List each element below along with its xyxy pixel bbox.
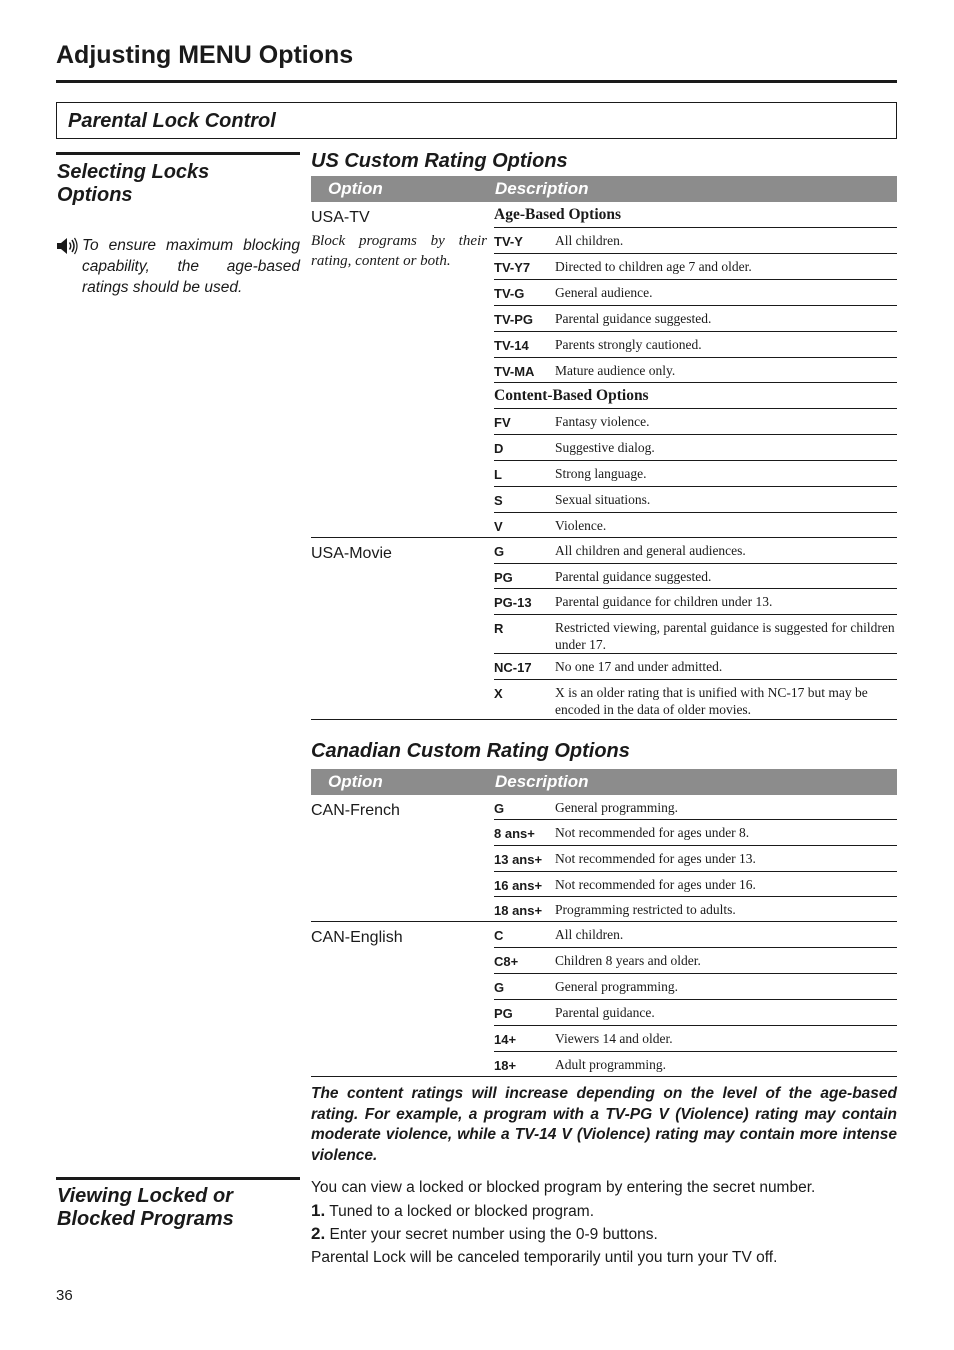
can-rating-description: Not recommended for ages under 13. xyxy=(555,851,756,866)
us-rating-row xyxy=(494,589,897,615)
us-rating-description: All children and general audiences. xyxy=(555,543,746,558)
us-rating-code: TV-Y xyxy=(494,234,523,249)
us-subheading: Age-Based Options xyxy=(494,205,622,223)
can-rating-row xyxy=(494,846,897,872)
can-group xyxy=(311,795,897,922)
us-subheading-row xyxy=(494,202,897,228)
can-col-option: Option xyxy=(328,772,383,791)
page-number: 36 xyxy=(56,1287,73,1304)
can-group xyxy=(311,922,897,1077)
us-rating-row xyxy=(494,280,897,306)
can-rating-code: 8 ans+ xyxy=(494,826,535,841)
can-rating-row xyxy=(494,922,897,948)
viewing-outro: Parental Lock will be canceled temporarily until you turn your TV off. xyxy=(311,1248,778,1266)
us-rating-row xyxy=(494,435,897,461)
us-subheading-row xyxy=(494,383,897,409)
viewing-locked-heading xyxy=(57,1185,297,1231)
can-rating-row xyxy=(494,820,897,846)
can-rating-code: C xyxy=(494,928,504,943)
can-rating-code: 18+ xyxy=(494,1058,517,1073)
can-group-divider xyxy=(311,1076,897,1077)
viewing-step-1 xyxy=(311,1200,901,1224)
us-rating-code: TV-MA xyxy=(494,364,535,379)
us-rating-description: Mature audience only. xyxy=(555,363,676,378)
can-table-header xyxy=(311,769,897,795)
us-rating-code: V xyxy=(494,519,503,534)
can-rating-code: 13 ans+ xyxy=(494,852,543,867)
us-rating-row xyxy=(494,513,897,538)
us-rating-row xyxy=(494,564,897,589)
can-option-label: CAN-French xyxy=(311,802,400,819)
us-rating-code: PG xyxy=(494,570,513,585)
us-group xyxy=(311,538,897,720)
us-rating-description: Sexual situations. xyxy=(555,492,651,507)
us-rows xyxy=(494,538,897,720)
us-table-header xyxy=(311,176,897,202)
us-rating-description: All children. xyxy=(555,233,624,248)
us-rating-description: X is an older rating that is unified with NC-17 but may be encoded in the data of older movies. xyxy=(555,685,868,717)
us-rating-code: L xyxy=(494,467,502,482)
us-rating-code: TV-G xyxy=(494,286,525,301)
can-rating-description: General programming. xyxy=(555,979,678,994)
us-rating-description: Parental guidance suggested. xyxy=(555,569,712,584)
selecting-note: To ensure maximum blocking capability, the age-based ratings should be used. xyxy=(82,237,300,296)
can-rating-code: C8+ xyxy=(494,954,519,969)
us-rating-description: No one 17 and under admitted. xyxy=(555,659,723,674)
content-ratings-note: The content ratings will increase depending on the level of the age-based rating. For example, a program with a TV-PG V (Violence) rating may contain moderate violence, while a TV-14 V (Violence) rating may contain more intense violence. xyxy=(311,1085,897,1164)
us-rating-code: D xyxy=(494,441,504,456)
viewing-step-2 xyxy=(311,1223,901,1247)
can-rating-row xyxy=(494,872,897,897)
can-rating-description: Viewers 14 and older. xyxy=(555,1031,673,1046)
can-rating-code: G xyxy=(494,801,505,816)
can-option-label: CAN-English xyxy=(311,929,403,946)
can-rating-description: All children. xyxy=(555,927,624,942)
us-rating-description: Strong language. xyxy=(555,466,647,481)
us-rating-code: TV-14 xyxy=(494,338,529,353)
step-number: 1. xyxy=(311,1200,326,1220)
can-rating-code: PG xyxy=(494,1006,513,1021)
can-rating-description: General programming. xyxy=(555,800,678,815)
us-rating-description: Suggestive dialog. xyxy=(555,440,655,455)
us-rating-description: Fantasy violence. xyxy=(555,414,650,429)
can-rating-row xyxy=(494,1052,897,1077)
us-rating-code: R xyxy=(494,621,504,636)
us-rating-code: S xyxy=(494,493,503,508)
can-col-description: Description xyxy=(495,772,589,791)
section-title: Parental Lock Control xyxy=(68,110,276,132)
us-rating-description: General audience. xyxy=(555,285,653,300)
step-text: Tuned to a locked or blocked program. xyxy=(329,1202,595,1220)
can-rating-row xyxy=(494,795,897,820)
us-option-label: USA-Movie xyxy=(311,545,392,562)
us-rating-description: Parents strongly cautioned. xyxy=(555,337,702,352)
us-rating-row xyxy=(494,306,897,332)
selecting-heading-line1: Selecting Locks xyxy=(57,161,210,183)
us-rating-row xyxy=(494,332,897,358)
can-rating-code: 16 ans+ xyxy=(494,878,543,893)
us-rating-code: FV xyxy=(494,415,511,430)
us-rating-row xyxy=(494,461,897,487)
viewing-intro: You can view a locked or blocked program by entering the secret number. xyxy=(311,1179,816,1196)
us-subheading: Content-Based Options xyxy=(494,386,649,404)
can-rating-description: Programming restricted to adults. xyxy=(555,902,736,917)
us-rating-row xyxy=(494,615,897,654)
us-col-option: Option xyxy=(328,179,383,198)
sidebar-rule-viewing xyxy=(56,1177,300,1180)
us-rating-row xyxy=(494,487,897,513)
can-rating-row xyxy=(494,948,897,974)
can-rating-row xyxy=(494,1026,897,1052)
can-rating-code: G xyxy=(494,980,505,995)
step-text: Enter your secret number using the 0-9 buttons. xyxy=(329,1226,658,1243)
us-option-note: Block programs by their rating, content or both. xyxy=(311,233,487,269)
us-table-title: US Custom Rating Options xyxy=(311,150,568,172)
us-group-divider xyxy=(311,719,897,720)
us-rating-code: TV-PG xyxy=(494,312,534,327)
can-rating-description: Adult programming. xyxy=(555,1057,666,1072)
can-rating-description: Not recommended for ages under 16. xyxy=(555,877,756,892)
us-rating-row xyxy=(494,409,897,435)
us-rating-description: Violence. xyxy=(555,518,607,533)
us-group xyxy=(311,202,897,538)
us-rating-description: Restricted viewing, parental guidance is suggested for children under 17. xyxy=(555,620,895,652)
can-rating-row xyxy=(494,897,897,922)
us-rating-row xyxy=(494,538,897,564)
can-rating-row xyxy=(494,1000,897,1026)
speaker-note-icon xyxy=(56,236,78,256)
title-rule xyxy=(56,80,897,83)
us-rating-row xyxy=(494,654,897,680)
sidebar-rule-selecting xyxy=(56,152,300,155)
section-header-box xyxy=(56,102,897,139)
us-col-description: Description xyxy=(495,179,589,198)
step-number: 2. xyxy=(311,1224,326,1243)
can-table-title: Canadian Custom Rating Options xyxy=(311,740,630,762)
us-rating-description: Parental guidance for children under 13. xyxy=(555,594,773,609)
page-title: Adjusting MENU Options xyxy=(56,41,354,69)
viewing-heading-line2: Blocked Programs xyxy=(57,1208,234,1230)
can-rows xyxy=(494,795,897,922)
viewing-heading-line1: Viewing Locked or xyxy=(57,1185,233,1207)
can-rating-code: 18 ans+ xyxy=(494,903,543,918)
can-rating-description: Children 8 years and older. xyxy=(555,953,701,968)
selecting-locks-heading xyxy=(57,161,297,207)
us-rows xyxy=(494,202,897,538)
selecting-heading-line2: Options xyxy=(57,184,133,206)
us-rating-row xyxy=(494,254,897,280)
can-rating-description: Not recommended for ages under 8. xyxy=(555,825,750,840)
us-rating-description: Directed to children age 7 and older. xyxy=(555,259,752,274)
us-rating-row xyxy=(494,680,897,720)
us-rating-row xyxy=(494,358,897,383)
us-rating-description: Parental guidance suggested. xyxy=(555,311,712,326)
us-rating-code: PG-13 xyxy=(494,595,532,610)
us-option-label: USA-TV xyxy=(311,209,370,226)
us-rating-row xyxy=(494,228,897,254)
viewing-instructions xyxy=(311,1177,901,1269)
us-rating-code: G xyxy=(494,544,505,559)
can-rating-description: Parental guidance. xyxy=(555,1005,655,1020)
us-rating-code: NC-17 xyxy=(494,660,532,675)
can-rows xyxy=(494,922,897,1077)
us-rating-code: X xyxy=(494,686,503,701)
us-rating-code: TV-Y7 xyxy=(494,260,531,275)
can-rating-code: 14+ xyxy=(494,1032,517,1047)
can-rating-row xyxy=(494,974,897,1000)
